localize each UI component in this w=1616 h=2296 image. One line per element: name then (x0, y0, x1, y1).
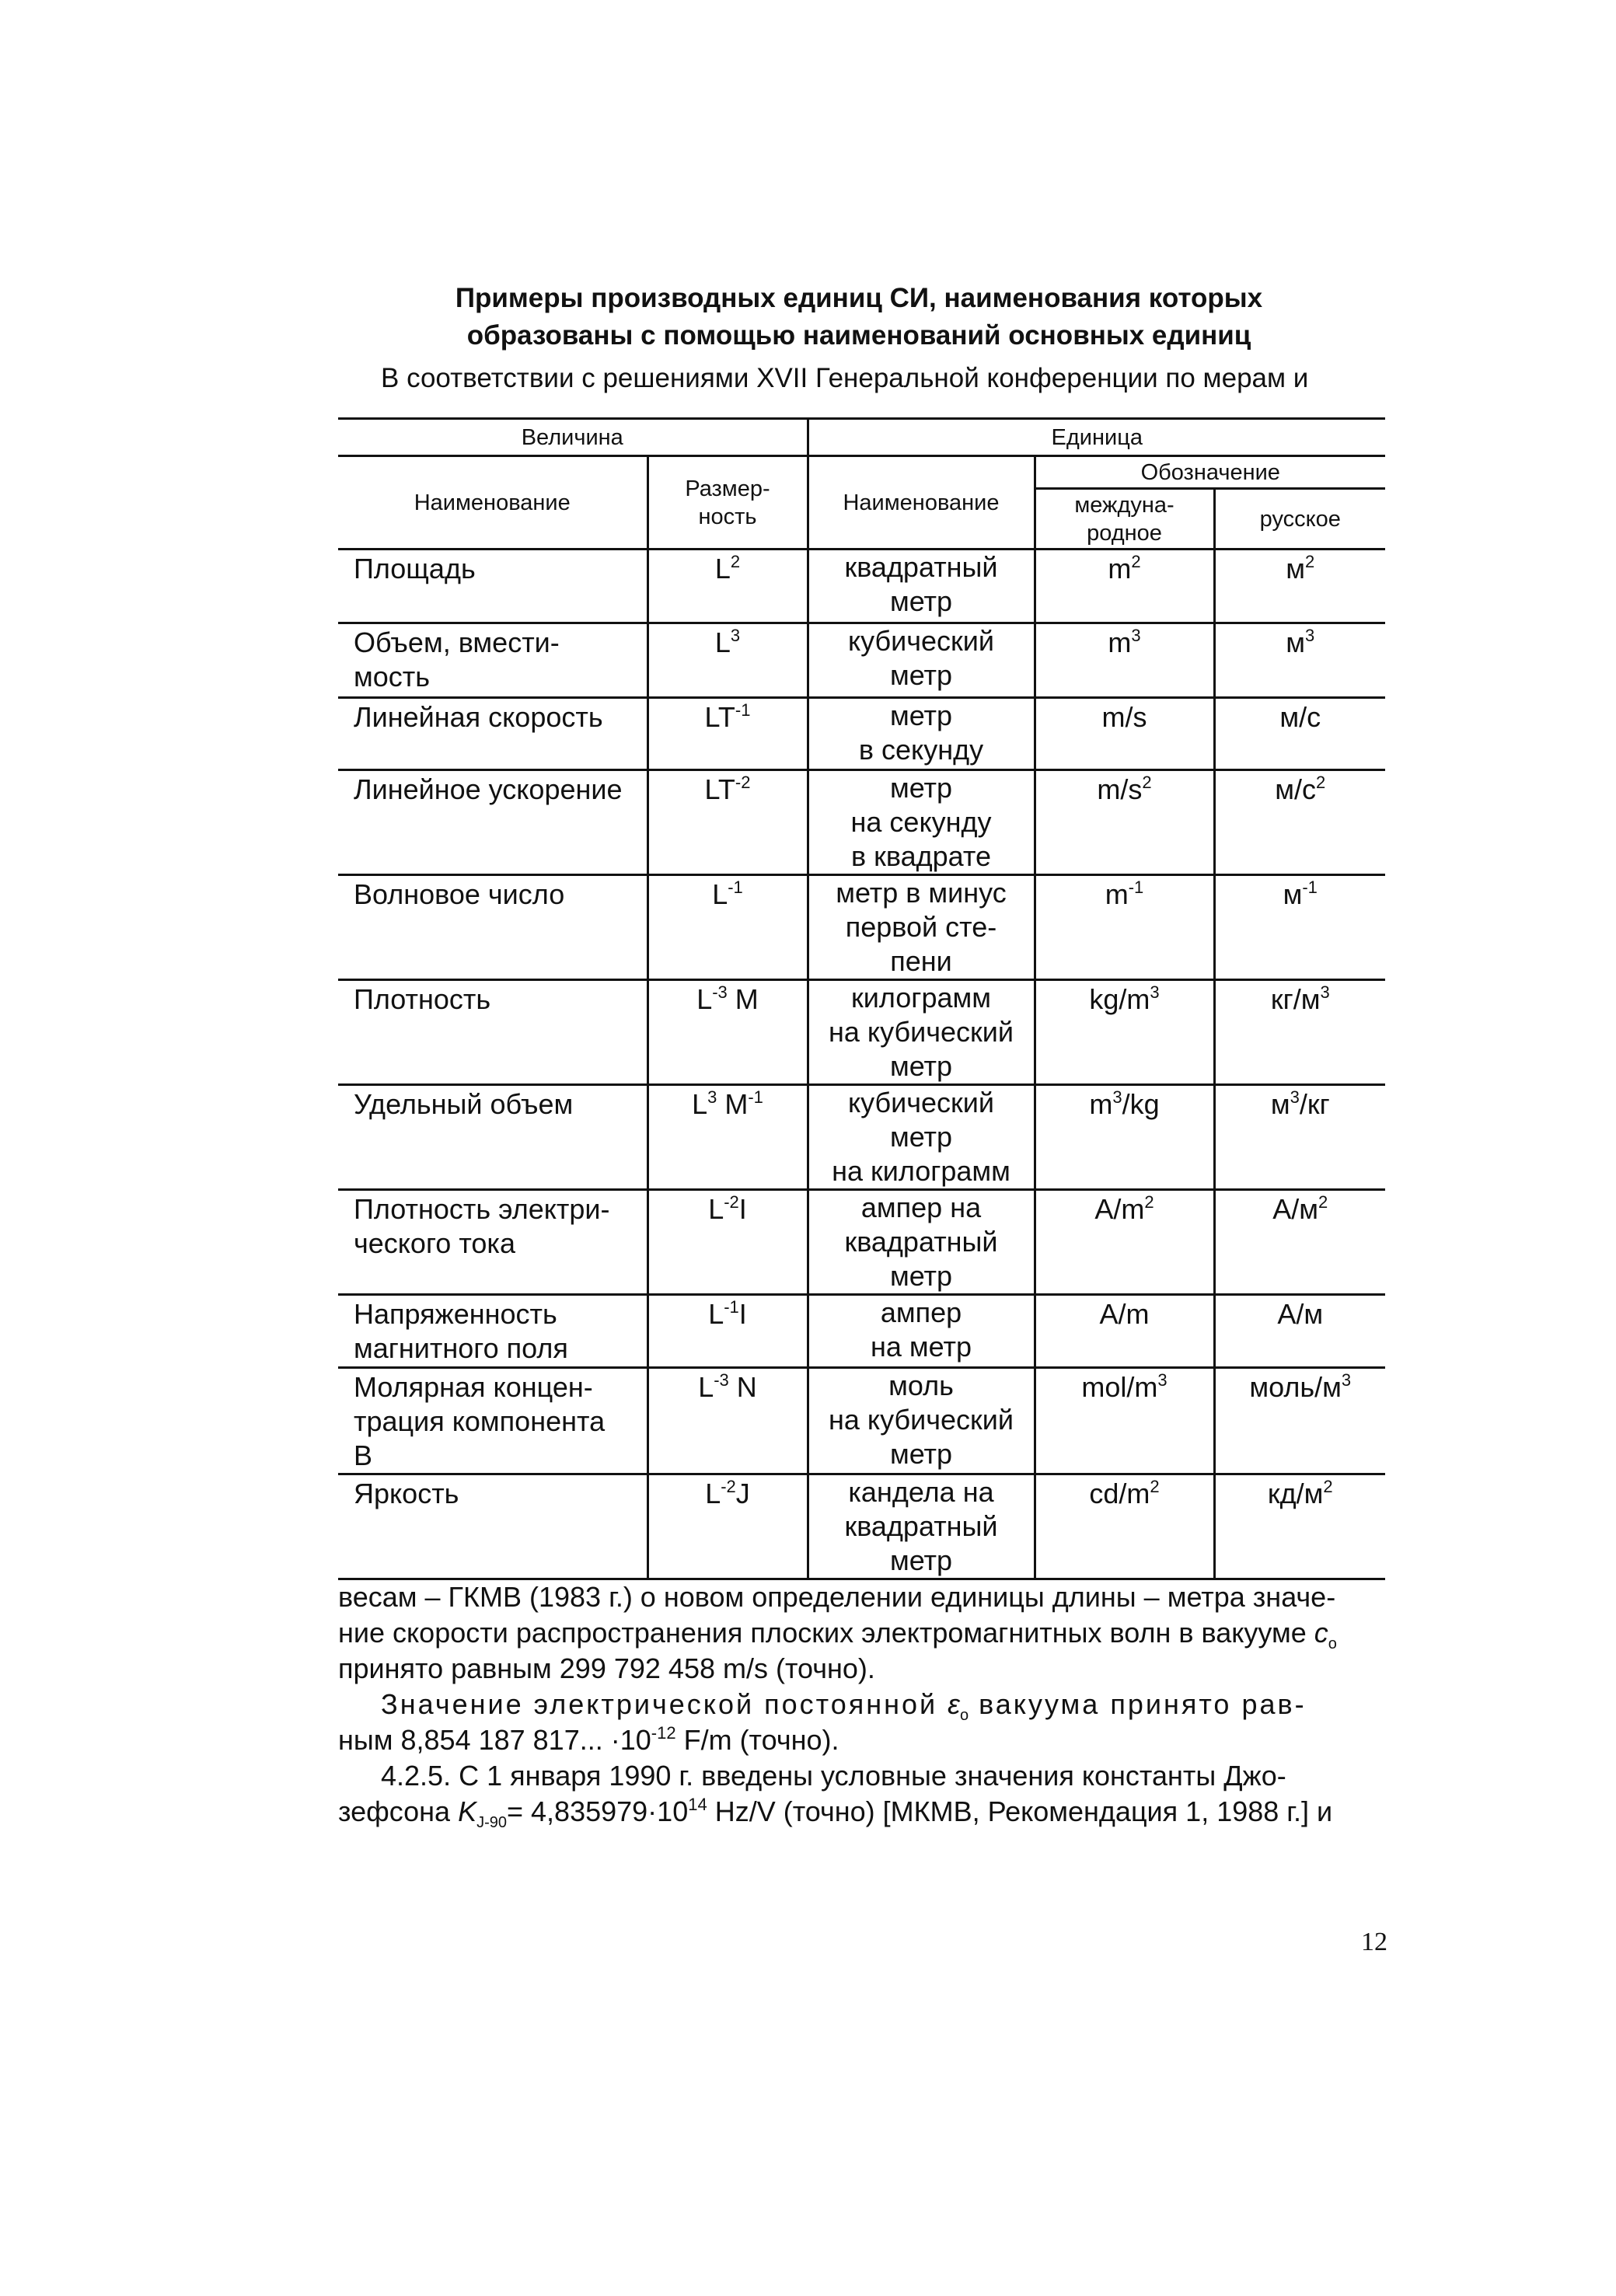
table-row (338, 623, 1385, 698)
unit-name-cell (808, 770, 1035, 875)
russian-exponent: 2 (1323, 1477, 1333, 1496)
p3-line-2c: Hz/V (точно) [МКМВ, Рекомендация 1, 1988 г.] и (707, 1795, 1333, 1827)
intl-exponent: 2 (1142, 773, 1152, 792)
dimension-base: L (712, 878, 728, 910)
p1-line-1: весам – ГКМВ (1983 г.) о новом определении единицы длины – метра значе- (338, 1581, 1336, 1613)
dimension-suffix: N (728, 1371, 757, 1403)
paragraph-1 (338, 1579, 1385, 1687)
russian-symbol: м (1286, 626, 1306, 658)
international-symbol-cell (1035, 980, 1214, 1085)
paragraph-2 (338, 1687, 1385, 1758)
table-row (338, 770, 1385, 875)
russian-symbol: м (1286, 553, 1306, 584)
derived-units-table (338, 417, 1385, 1580)
dimension-suffix: I (738, 1193, 747, 1225)
russian-symbol: А/м (1272, 1193, 1319, 1225)
dimension-exponent: -3 (712, 982, 728, 1002)
table-row (338, 698, 1385, 770)
dimension-base: LT (704, 701, 735, 733)
dimension-base: L (705, 1478, 721, 1509)
intl-symbol: mol/m (1081, 1371, 1158, 1403)
table-row (338, 1295, 1385, 1368)
dimension-exponent: -3 (714, 1370, 729, 1390)
russian-symbol-cell (1214, 623, 1385, 698)
quantity-name-cell (338, 1190, 647, 1295)
russian-symbol-cell (1214, 875, 1385, 980)
quantity-name: Волновое число (354, 878, 565, 910)
p3-line-2a: зефсона (338, 1795, 459, 1827)
quantity-name: Объем, вмести- мость (354, 626, 560, 693)
josephson-subscript: J-90 (476, 1814, 507, 1831)
unit-name-cell (808, 1190, 1035, 1295)
dimension-exponent: -2 (735, 773, 751, 792)
title-line-2: образованы с помощью наименований основных единиц (466, 320, 1251, 351)
header-designation: Обозначение (1035, 456, 1385, 489)
p2-line-2b: F/m (точно). (675, 1724, 839, 1756)
dimension-cell (647, 1368, 808, 1474)
intl-symbol: m (1108, 626, 1132, 658)
international-symbol-cell (1035, 875, 1214, 980)
speed-of-light-subscript: o (1328, 1635, 1337, 1652)
table-row (338, 1085, 1385, 1190)
intl-symbol: m/s (1097, 773, 1143, 805)
unit-name-cell (808, 1085, 1035, 1190)
russian-symbol: А/м (1277, 1298, 1324, 1330)
dimension-cell (647, 550, 808, 623)
title-line-1: Примеры производных единиц СИ, наименования которых (455, 283, 1263, 313)
josephson-symbol: K (458, 1795, 477, 1827)
intl-symbol: m/s (1101, 701, 1147, 733)
dimension-exponent: -2 (721, 1477, 736, 1496)
international-symbol-cell (1035, 1474, 1214, 1579)
p2-line-1b: вакуума принято рав- (969, 1688, 1307, 1720)
unit-name: метр на секунду в квадрате (850, 772, 992, 872)
dimension-cell (647, 1190, 808, 1295)
header-unit: Единица (808, 419, 1385, 456)
dimension-cell (647, 875, 808, 980)
russian-symbol-cell (1214, 550, 1385, 623)
quantity-name: Площадь (354, 553, 476, 584)
unit-name-cell (808, 698, 1035, 770)
dimension-base: L (696, 983, 713, 1015)
p3-exponent: 14 (688, 1795, 707, 1814)
russian-symbol-cell (1214, 698, 1385, 770)
unit-name-cell (808, 1295, 1035, 1368)
unit-name-cell (808, 980, 1035, 1085)
intl-exponent: 2 (1131, 552, 1141, 571)
speed-of-light-symbol: c (1314, 1617, 1328, 1649)
russian-exponent: 2 (1316, 773, 1326, 792)
epsilon-symbol: ε (948, 1688, 960, 1720)
quantity-name-cell (338, 550, 647, 623)
international-symbol-cell (1035, 1085, 1214, 1190)
p2-exponent: -12 (651, 1723, 676, 1743)
unit-name-cell (808, 1474, 1035, 1579)
dimension-exponent: -1 (728, 878, 743, 897)
dimension-base: L (698, 1371, 714, 1403)
dimension-base: L (714, 553, 731, 584)
table-row (338, 1368, 1385, 1474)
russian-symbol: м/с (1279, 701, 1321, 733)
dimension-base: LT (704, 773, 735, 805)
intl-symbol: A/m (1099, 1298, 1150, 1330)
dimension-exponent: -1 (735, 700, 751, 720)
dimension-cell (647, 980, 808, 1085)
unit-name: кандела на квадратный метр (844, 1476, 998, 1576)
russian-symbol: кг/м (1270, 983, 1321, 1015)
dimension-cell (647, 1295, 808, 1368)
international-symbol-cell (1035, 623, 1214, 698)
quantity-name-cell (338, 1295, 647, 1368)
header-quantity-name: Наименование (338, 456, 647, 550)
international-symbol-cell (1035, 770, 1214, 875)
unit-name-cell (808, 623, 1035, 698)
intl-exponent: 2 (1150, 1477, 1160, 1496)
dimension-cell (647, 770, 808, 875)
russian-exponent: 3 (1341, 1370, 1352, 1390)
intl-exponent: 3 (1150, 982, 1160, 1002)
quantity-name: Удельный объем (354, 1088, 574, 1120)
dimension-exponent: 3 (730, 626, 741, 645)
table-row (338, 875, 1385, 980)
quantity-name: Молярная концен- трация компонента B (354, 1371, 606, 1471)
quantity-name-cell (338, 698, 647, 770)
table-title (334, 280, 1384, 354)
dimension-exponent: 2 (730, 552, 741, 571)
header-russian: русское (1214, 489, 1385, 550)
header-international: междуна- родное (1035, 489, 1214, 550)
quantity-name-cell (338, 875, 647, 980)
unit-name: кубический метр на килограмм (832, 1087, 1010, 1187)
epsilon-subscript: o (959, 1707, 969, 1724)
unit-name: моль на кубический метр (829, 1370, 1014, 1470)
quantity-name: Плотность электри- ческого тока (354, 1193, 610, 1259)
intl-symbol: m (1089, 1088, 1113, 1120)
intl-suffix: /kg (1122, 1088, 1160, 1120)
intl-symbol: m (1108, 553, 1132, 584)
russian-symbol: м/с (1275, 773, 1317, 805)
p3-line-2b: = 4,835979·10 (507, 1795, 689, 1827)
russian-exponent: 3 (1290, 1087, 1300, 1107)
intl-exponent: -1 (1128, 878, 1144, 897)
dimension-exponent: -1 (724, 1297, 739, 1317)
intl-symbol: A/m (1094, 1193, 1145, 1225)
russian-symbol-cell (1214, 1368, 1385, 1474)
p1-line-2: ние скорости распространения плоских электромагнитных волн в вакууме (338, 1617, 1314, 1649)
unit-name: квадратный метр (844, 551, 998, 617)
intro-text: В соответствии с решениями XVII Генеральной конференции по мерам и (381, 363, 1309, 393)
dimension-cell (647, 1085, 808, 1190)
intl-exponent: 3 (1112, 1087, 1122, 1107)
russian-exponent: -1 (1302, 878, 1318, 897)
header-unit-name: Наименование (808, 456, 1035, 550)
international-symbol-cell (1035, 1190, 1214, 1295)
unit-name-cell (808, 1368, 1035, 1474)
dimension-suffix: J (735, 1478, 750, 1509)
dimension-base: L (692, 1088, 708, 1120)
table-row (338, 1474, 1385, 1579)
international-symbol-cell (1035, 1295, 1214, 1368)
dimension-cell (647, 623, 808, 698)
table-row (338, 980, 1385, 1085)
russian-symbol: м (1283, 878, 1303, 910)
international-symbol-cell (1035, 698, 1214, 770)
russian-exponent: 3 (1305, 626, 1315, 645)
unit-name: метр в минус первой сте- пени (836, 877, 1007, 977)
russian-symbol-cell (1214, 1190, 1385, 1295)
intl-symbol: cd/m (1089, 1478, 1150, 1509)
paragraph-3 (338, 1758, 1385, 1830)
dimension-base: L (714, 626, 731, 658)
international-symbol-cell (1035, 1368, 1214, 1474)
page-number: 12 (1361, 1928, 1387, 1956)
intl-symbol: m (1105, 878, 1129, 910)
quantity-name-cell (338, 1474, 647, 1579)
dimension-exponent: -2 (724, 1192, 739, 1212)
intl-symbol: kg/m (1089, 983, 1150, 1015)
russian-exponent: 2 (1318, 1192, 1328, 1212)
russian-symbol-cell (1214, 1085, 1385, 1190)
header-dimension: Размер- ность (647, 456, 808, 550)
unit-name: ампер на метр (871, 1296, 972, 1363)
p2-line-2a: ным 8,854 187 817... ·10 (338, 1724, 651, 1756)
dimension-cell (647, 698, 808, 770)
dimension-cell (647, 1474, 808, 1579)
p2-line-1a: Значение электрической постоянной (381, 1688, 948, 1720)
header-quantity: Величина (338, 419, 808, 456)
dimension-suffix: M (727, 983, 759, 1015)
russian-symbol: моль/м (1249, 1371, 1342, 1403)
intl-exponent: 2 (1144, 1192, 1154, 1212)
unit-name: килограмм на кубический метр (829, 982, 1014, 1082)
unit-name: метр в секунду (858, 700, 984, 766)
international-symbol-cell (1035, 550, 1214, 623)
quantity-name-cell (338, 1368, 647, 1474)
unit-name: кубический метр (847, 625, 995, 691)
russian-symbol-cell (1214, 1474, 1385, 1579)
russian-symbol: кд/м (1267, 1478, 1324, 1509)
quantity-name-cell (338, 623, 647, 698)
russian-exponent: 2 (1305, 552, 1315, 571)
dimension-base: L (708, 1298, 724, 1330)
unit-name: ампер на квадратный метр (844, 1192, 998, 1292)
quantity-name: Плотность (354, 983, 491, 1015)
p1-line-3: принято равным 299 792 458 m/s (точно). (338, 1652, 875, 1684)
quantity-name-cell (338, 1085, 647, 1190)
p3-line-1: 4.2.5. С 1 января 1990 г. введены условные значения константы Джо- (381, 1760, 1286, 1792)
unit-name-cell (808, 550, 1035, 623)
table-header-row-2 (338, 456, 1385, 489)
dimension-exponent: 3 (707, 1087, 717, 1107)
dimension-suffix-exponent: -1 (748, 1087, 763, 1107)
russian-symbol-cell (1214, 770, 1385, 875)
dimension-base: L (708, 1193, 724, 1225)
russian-exponent: 3 (1320, 982, 1330, 1002)
quantity-name: Яркость (354, 1478, 459, 1509)
table-header-row-1 (338, 419, 1385, 456)
russian-symbol-cell (1214, 1295, 1385, 1368)
table-row (338, 1190, 1385, 1295)
intl-exponent: 3 (1157, 1370, 1167, 1390)
russian-symbol: м (1270, 1088, 1290, 1120)
body-text (338, 1579, 1385, 1830)
quantity-name-cell (338, 980, 647, 1085)
quantity-name: Линейная скорость (354, 701, 603, 733)
russian-symbol-cell (1214, 980, 1385, 1085)
quantity-name-cell (338, 770, 647, 875)
table-row (338, 550, 1385, 623)
intl-exponent: 3 (1131, 626, 1141, 645)
russian-suffix: /кг (1299, 1088, 1330, 1120)
unit-name-cell (808, 875, 1035, 980)
dimension-suffix: I (738, 1298, 747, 1330)
dimension-suffix: M (717, 1088, 749, 1120)
quantity-name: Напряженность магнитного поля (354, 1298, 568, 1364)
quantity-name: Линейное ускорение (354, 773, 623, 805)
